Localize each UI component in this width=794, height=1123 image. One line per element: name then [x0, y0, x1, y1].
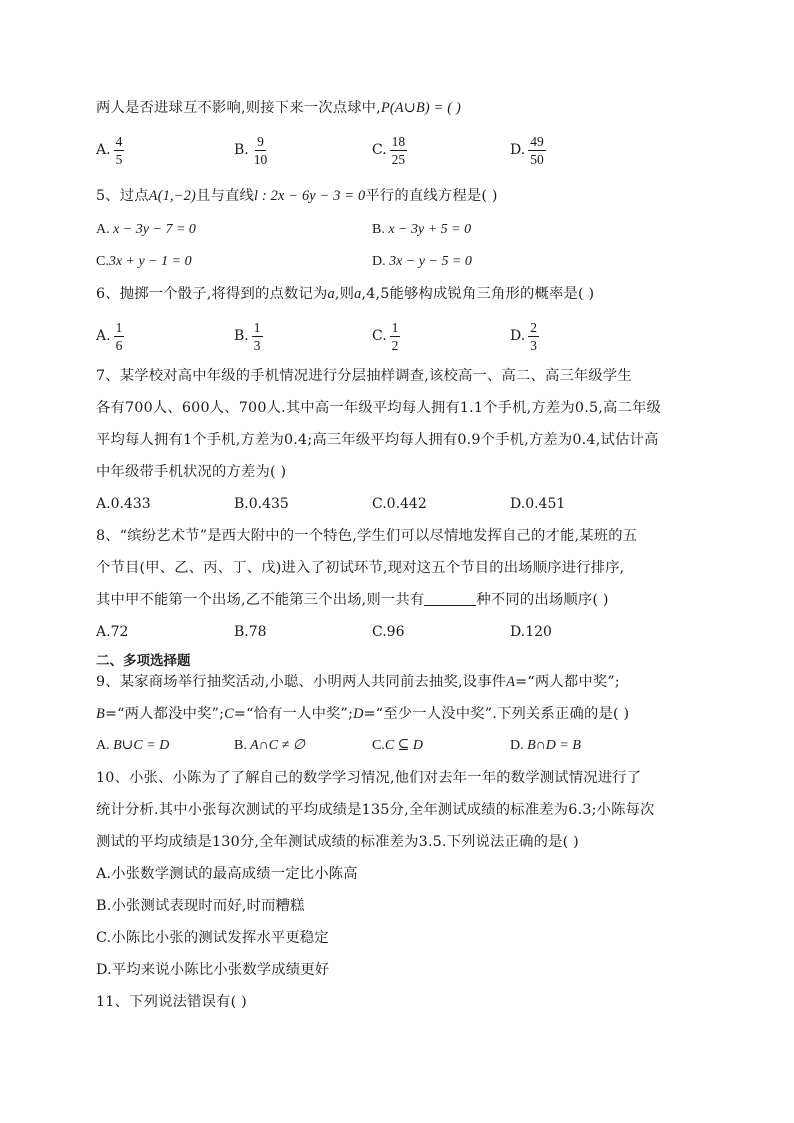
option-label: B.: [234, 624, 249, 640]
q5-text-c: 平行的直线方程是( ): [365, 188, 498, 204]
q7-option-c[interactable]: [372, 494, 427, 514]
option-text: x − 3y + 5 = 0: [388, 222, 472, 237]
q4-option-c[interactable]: [372, 130, 407, 170]
q6-text-a: 6、抛掷一个骰子,将得到的点数记为: [96, 286, 328, 302]
q8-option-c[interactable]: [372, 622, 405, 642]
q9-event-c: C: [224, 706, 234, 722]
q8-option-b[interactable]: [234, 622, 267, 642]
q8-text-b: 种不同的出场顺序( ): [476, 592, 609, 608]
option-label: D.: [372, 254, 386, 269]
numerator: 18: [391, 133, 406, 149]
numerator: 1: [391, 319, 399, 335]
q8-text-a: 其中甲不能第一个出场,乙不能第三个出场,则一共有: [96, 592, 425, 608]
q7-option-a[interactable]: [96, 494, 151, 514]
option-label: A.: [96, 328, 111, 344]
option-text: 3x + y − 1 = 0: [108, 254, 192, 269]
q8-option-a[interactable]: [96, 622, 128, 642]
denominator: 50: [530, 151, 544, 167]
option-label: C.: [372, 142, 387, 158]
q9-event-d: D: [353, 706, 364, 722]
q9-event-b: B: [96, 706, 105, 722]
q6-text-c: ,4,5能够构成锐角三角形的概率是( ): [361, 286, 595, 302]
option-text: 96: [386, 624, 405, 640]
option-text: 0.433: [110, 496, 151, 512]
option-label: B.: [234, 142, 249, 158]
numerator: 9: [257, 133, 264, 149]
q4-stem: [96, 98, 461, 118]
q9-line-1: [96, 672, 620, 692]
denominator: 5: [115, 151, 123, 167]
q6-stem: [96, 284, 594, 304]
q9-option-a[interactable]: [96, 736, 169, 756]
q5-option-a[interactable]: [96, 220, 196, 240]
q9-option-b[interactable]: [234, 736, 305, 756]
q4-text: 两人是否进球互不影响,则接下来一次点球中,: [96, 100, 381, 116]
option-label: C.: [372, 624, 387, 640]
q8-line-1: 8、“缤纷艺术节”是西大附中的一个特色,学生们可以尽情地发挥自己的才能,某班的五: [96, 528, 638, 544]
fraction: [390, 320, 401, 353]
option-label: A.: [96, 142, 111, 158]
q7-option-b[interactable]: [234, 494, 289, 514]
option-text: 120: [525, 624, 552, 640]
q9-text-c: =“两人都中奖”;: [515, 674, 620, 690]
q6-var: a: [327, 286, 335, 302]
q6-var2: a: [354, 286, 362, 302]
q10-line-2: 统计分析.其中小张每次测试的平均成绩是135分,全年测试成绩的标准差为6.3;小陈每次: [96, 802, 655, 818]
q9-event-a: A: [506, 674, 516, 690]
option-text: A∩C ≠ ∅: [250, 738, 305, 753]
q8-option-d[interactable]: [510, 622, 552, 642]
q9-text-a: 9、某家商场举行抽奖活动,小聪、小明两人共同前去抽奖,设事件: [96, 674, 507, 690]
numerator: 1: [115, 319, 123, 335]
option-text: 0.451: [525, 496, 566, 512]
option-label: B.: [234, 328, 249, 344]
denominator: 10: [253, 151, 268, 167]
q11-stem: 11、下列说法错误有( ): [96, 994, 247, 1010]
q7-line-3: 平均每人拥有1个手机,方差为0.4;高三年级平均每人拥有0.9个手机,方差为0.4,试估计高: [96, 432, 659, 448]
q10-option-c[interactable]: C.小陈比小张的测试发挥水平更稳定: [96, 930, 329, 946]
denominator: 6: [115, 337, 123, 353]
q5-option-c[interactable]: [96, 252, 192, 272]
q4-option-a[interactable]: [96, 130, 124, 170]
fraction: [114, 320, 125, 353]
q7-line-2: 各有700人、600人、700人.其中高一年级平均每人拥有1.1个手机,方差为0.5,高二年级: [96, 400, 661, 416]
q9-option-d[interactable]: [510, 736, 581, 756]
denominator: 3: [253, 337, 261, 353]
numerator: 1: [253, 319, 261, 335]
q9-line-2: [96, 704, 629, 724]
option-text: 0.435: [248, 496, 289, 512]
q10-option-b[interactable]: B.小张测试表现时而好,时而糟糕: [96, 898, 305, 914]
q5-option-d[interactable]: [372, 252, 472, 272]
q7-line-4: 中年级带手机状况的方差为( ): [96, 464, 287, 480]
option-label: C.: [372, 496, 387, 512]
option-label: D.: [510, 496, 526, 512]
fraction: [528, 320, 539, 353]
option-text: B∪C = D: [113, 738, 170, 753]
option-text: 72: [110, 624, 129, 640]
option-text: C ⊆ D: [384, 738, 424, 753]
option-text: x − 3y − 7 = 0: [113, 222, 196, 237]
q5-text-b: 且与直线: [195, 188, 254, 204]
q6-option-a[interactable]: [96, 316, 124, 356]
q7-option-d[interactable]: [510, 494, 565, 514]
option-label: C.: [372, 328, 387, 344]
q8-line-2: 个节目(甲、乙、丙、丁、戊)进入了初试环节,现对这五个节目的出场顺序进行排序,: [96, 560, 625, 576]
q6-option-d[interactable]: [510, 316, 539, 356]
q4-options: [96, 130, 716, 170]
option-label: A.: [96, 738, 110, 753]
numerator: 2: [530, 319, 537, 335]
q5-stem: [96, 186, 498, 206]
option-label: B.: [372, 222, 385, 237]
option-label: A.: [96, 624, 111, 640]
fraction: [252, 134, 270, 167]
denominator: 2: [391, 337, 399, 353]
q6-option-c[interactable]: [372, 316, 400, 356]
option-text: 3x − y − 5 = 0: [389, 254, 472, 269]
q9-option-c[interactable]: [372, 736, 423, 756]
q5-point: A(1,−2): [148, 188, 196, 204]
denominator: 25: [391, 151, 406, 167]
section-title: 二、多项选择题: [96, 653, 191, 669]
option-text: 0.442: [386, 496, 427, 512]
q5-option-b[interactable]: [372, 220, 471, 240]
option-label: D.: [510, 738, 524, 753]
q4-expression: P(A∪B) = ( ): [380, 100, 461, 116]
fraction: [114, 134, 125, 167]
option-label: A.: [96, 496, 111, 512]
answer-blank[interactable]: [424, 591, 476, 606]
q9-text: =“两人都没中奖”;: [104, 706, 225, 722]
denominator: 3: [530, 337, 537, 353]
q9-text: =“恰有一人中奖”;: [233, 706, 354, 722]
option-label: D.: [510, 328, 526, 344]
q6-options: [96, 316, 716, 356]
option-label: C.: [372, 738, 385, 753]
q5-text-a: 5、过点: [96, 188, 149, 204]
q9-text: =“至少一人没中奖”.下列关系正确的是( ): [363, 706, 630, 722]
option-label: B.: [234, 738, 247, 753]
option-text: 78: [248, 624, 267, 640]
option-label: D.: [510, 142, 526, 158]
q10-line-1: 10、小张、小陈为了了解自己的数学学习情况,他们对去年一年的数学测试情况进行了: [96, 770, 642, 786]
q6-text-b: ,则: [334, 286, 355, 302]
option-label: A.: [96, 222, 110, 237]
option-label: B.: [234, 496, 249, 512]
fraction: [390, 134, 408, 167]
fraction: [528, 134, 546, 167]
option-text: B∩D = B: [527, 738, 581, 753]
fraction: [252, 320, 263, 353]
q5-line: l : 2x − 6y − 3 = 0: [253, 188, 366, 204]
q8-line-3: [96, 590, 609, 610]
option-label: D.: [510, 624, 526, 640]
q4-option-b[interactable]: [234, 130, 269, 170]
q10-option-d[interactable]: D.平均来说小陈比小张数学成绩更好: [96, 962, 330, 978]
numerator: 4: [115, 133, 123, 149]
q6-option-b[interactable]: [234, 316, 263, 356]
option-label: C.: [96, 254, 109, 269]
q7-line-1: 7、某学校对高中年级的手机情况进行分层抽样调查,该校高一、高二、高三年级学生: [96, 368, 632, 384]
q10-line-3: 测试的平均成绩是130分,全年测试成绩的标准差为3.5.下列说法正确的是( ): [96, 834, 579, 850]
q4-option-d[interactable]: [510, 130, 546, 170]
numerator: 49: [530, 133, 544, 149]
q10-option-a[interactable]: A.小张数学测试的最高成绩一定比小陈高: [96, 866, 358, 882]
